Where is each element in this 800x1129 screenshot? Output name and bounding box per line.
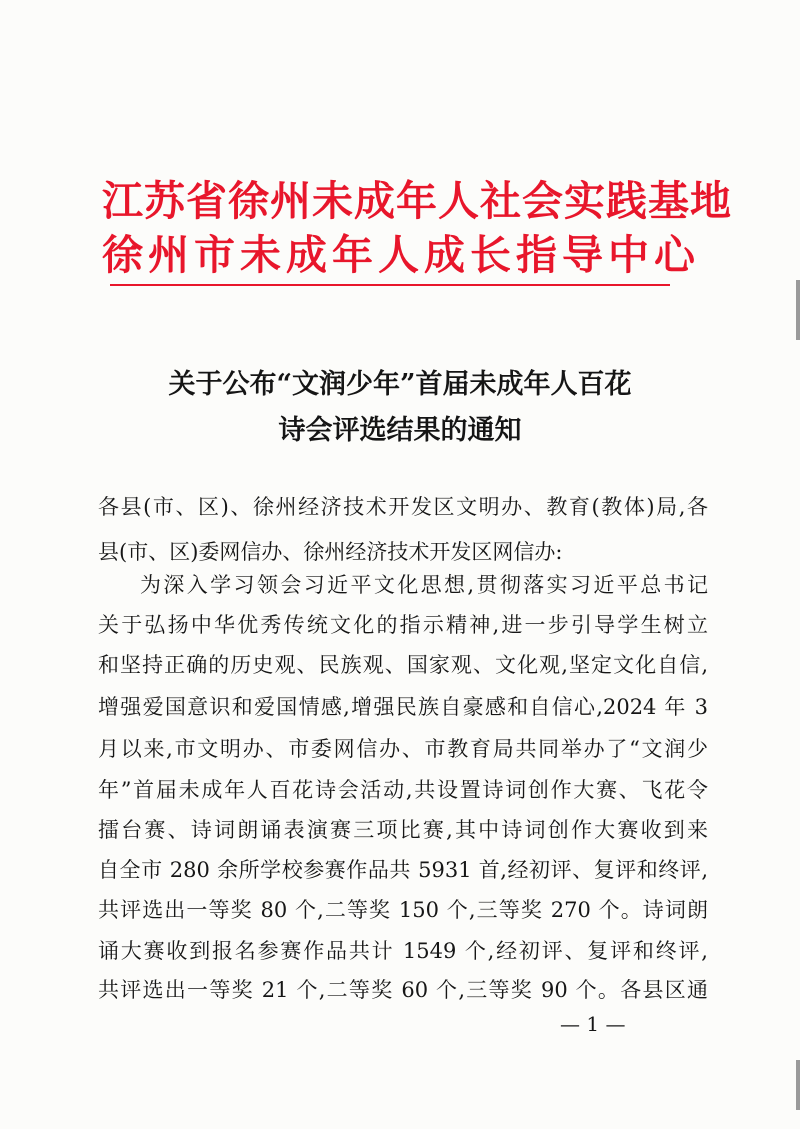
body-line: 诵大赛收到报名参赛作品共计 1549 个,经初评、复评和终评, xyxy=(98,939,708,963)
body-line: 为深入学习领会习近平文化思想,贯彻落实习近平总书记 xyxy=(140,573,708,597)
body-line: 自全市 280 余所学校参赛作品共 5931 首,经初评、复评和终评, xyxy=(98,858,708,882)
document-title-line-1: 关于公布“文润少年”首届未成年人百花 xyxy=(168,369,632,400)
org-name-line-1: 江苏省徐州未成年人社会实践基地 xyxy=(102,177,732,225)
org-name-line-2: 徐州市未成年人成长指导中心 xyxy=(102,231,700,279)
addressee-line-1: 各县(市、区)、徐州经济技术开发区文明办、教育(教体)局,各 xyxy=(98,495,708,519)
body-line: 共评选出一等奖 80 个,二等奖 150 个,三等奖 270 个。诗词朗 xyxy=(98,898,708,922)
page-number: — 1 — xyxy=(560,1012,626,1036)
body-line: 和坚持正确的历史观、民族观、国家观、文化观,坚定文化自信, xyxy=(98,653,708,677)
body-line: 月以来,市文明办、市委网信办、市教育局共同举办了“文润少 xyxy=(98,737,708,761)
body-line: 年”首届未成年人百花诗会活动,共设置诗词创作大赛、飞花令 xyxy=(98,778,708,802)
body-line: 共评选出一等奖 21 个,二等奖 60 个,三等奖 90 个。各县区通 xyxy=(98,978,708,1002)
body-line: 关于弘扬中华优秀传统文化的指示精神,进一步引导学生树立 xyxy=(98,613,708,637)
scan-edge-mark xyxy=(796,280,800,340)
body-line: 擂台赛、诗词朗诵表演赛三项比赛,其中诗词创作大赛收到来 xyxy=(98,818,708,842)
addressee-line-2: 县(市、区)委网信办、徐州经济技术开发区网信办: xyxy=(98,540,563,564)
body-line: 增强爱国意识和爱国情感,增强民族自豪感和自信心,2024 年 3 xyxy=(98,695,708,719)
document-title-line-2: 诗会评选结果的通知 xyxy=(278,415,522,446)
red-header-rule xyxy=(110,284,670,286)
scan-edge-mark xyxy=(796,1060,800,1110)
